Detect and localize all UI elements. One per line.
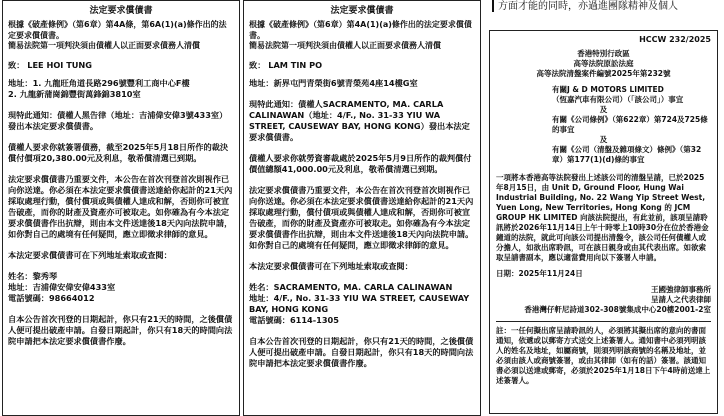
debtor-name: 致： LAM TIN PO [249, 59, 323, 70]
claim-paragraph: 債權人要求你就勞資審裁處於2025年5月9日所作的裁判償付價值總額41,000.00元及利息，敬希償清選已到期。 [249, 152, 472, 174]
debtor-name: 致： LEE HOI TUNG [8, 59, 92, 70]
claim-paragraph: 債權人要求你就簽署債務，截至2025年5月18日所作的裁決償付價項20,380.00元及利息，敬希償清選已到期。 [8, 141, 229, 163]
petition-body: 一項將本香港高等法院發出上述該公司的清盤呈請，已於2025年8月15日，由 Unit D, Ground Floor, Hung Wai Industrial Building, No. 22 Wang Yip Street West, Yuen Long, New Territories, Hong Kong 的 JCM GROUP HK LIMITED 向該法院提出，有此並前，該項呈請聆訊將於2026年11月14日上午十時零上10時30分在位於香港金鐘道的法院，就此可向該公司提出清盤令，該公司任何債權人或分擔人，如欲出席聆訊，可在該日親身或由其代表出席。如欲索取呈請書副本，應以適當費用向以下簽署人申請。 [496, 173, 709, 262]
warning-paragraph: 法定要求償債書乃重要文件，本公告在首次刊登首次則視作已向你送達。你必須在本法定要求償債書送達給你起計的21天內採取處理行動，償付債項或與債權人達成和解，否則你可被宣告破產，而你的財產及資產亦可被取走。如你確為有今本法定要求償債書作出抗辯，則由本文件送達後18天內向法院申請。如你對自己的處境有任何疑問，應立即徵求律師的意見。 [249, 184, 474, 250]
attendance-note: 註：一任何擬出席呈請聆訊的人，必須將其擬出席的意向的書面通知，依遞或以郵寄方式送交上述簽署人。通知書中必須列明該人的姓名及地址，如屬商號，則須列明該商號的名稱及地址，並必須由該人或商號簽署，或由其律師（如有的話）簽署。該通知書必須以送達或郵寄，必須於2025年1月18日下午4時前送達上述簽署人。 [496, 326, 711, 385]
statutory-demand-notice-1 [2, 0, 240, 416]
warning-paragraph: 法定要求償債書乃重要文件，本公告在首次刊登首次則視作已向你送達。你必須在本法定要求償債書送達給你起計的21天內採取處理行動，償付償項或與債權人達成和解，否則你可被宣告破產，而你的財產及資產亦可被取走。如你確為有今本法定要求償債書作出抗辯，則由本文件送達後18天內向法院申請，如你對自己的處境有任何疑問，應立即徵求律師的意見。 [8, 173, 233, 239]
creditor-notice: 現特此通知：債權人SACRAMENTO, MA. CARLA CALINAWAN（地址：4/F., No. 31-33 YIU WA STREET, CAUSEWAY BAY, HONG KONG）發出本法定要求償債書。 [249, 98, 470, 142]
notice-date: 日期：2025年11月24日 [496, 269, 583, 278]
and-separator: 及 [599, 135, 608, 144]
contact-name: 姓名：黎秀琴 [8, 270, 58, 281]
article-snippet [486, 0, 722, 30]
party-ordinance-622: 有關《公司條例》（第622章）第724及725條的事宜 [552, 115, 708, 134]
notice-heading: 根據《破產條例》（第6章）第4A條，第6A(1)(a)條作出的法定要求償債書。 簡易法院第一項判決須由債權人以正面要求債務人清償 [8, 20, 227, 50]
notice-heading: 根據《破產條例》（第6章）第4A(1)(a)條作出的法定要求償債書。 簡易法院第一項判決須由債權人以正面要求債務人清償 [249, 20, 472, 50]
notice-title: 法定要求償債書 [89, 6, 153, 16]
statutory-demand-notice-2 [243, 0, 481, 416]
solicitor-firm: 王國強律師事務所 呈請人之代表律師 香港灣仔軒尼詩道302-308號集成中心20樓2001-2室 [524, 285, 711, 314]
debtor-address: 地址：1. 九龍旺角道長路296號豐利工商中心F樓 2. 九龍新蒲崗錦豐街萬鋒錦3810室 [8, 77, 190, 99]
and-separator: 及 [599, 105, 608, 114]
contact-address: 地址：4/F., No. 31-33 YIU WA STREET, CAUSEWAY BAY, HONG KONG [249, 292, 470, 314]
contact-phone: 電話號碼：6114-1305 [249, 314, 339, 325]
footer-paragraph: 自本公告首次刊登的日期起計，你只有21天的時間，之後償債人便可提出破產申請。自發日期起計，你只有18天的時間向法院申請把本法定要求償債書作廢。 [8, 313, 233, 346]
quote-bar [492, 0, 494, 12]
contact-phone: 電話號碼：98664012 [8, 292, 95, 303]
party-company: 有關J & D MOTORS LIMITED （恆嘉汽車有限公司）（「該公司」）事宜 [552, 85, 684, 104]
court-heading: 香港特別行政區 高等法院原訟法庭 高等法院清盤案件編號2025年第232號 [536, 49, 671, 78]
footer-paragraph: 自本公告首次刊登的日期起計，你只有21天的時間，之後償債人便可提出破產申請。自發日期起計，你只有18天的時間向法院申請把本法定要求償債書作廢。 [249, 335, 474, 368]
obtain-paragraph: 本法定要求償債書可在下列地址索取或查閱： [249, 260, 413, 271]
parties-block [496, 85, 711, 165]
snippet-text: 方面才能的同時，亦過進團隊精神及個人 [498, 1, 678, 12]
creditor-notice: 現特此通知：債權人黑告律（地址：吉浦偉安偉3號433室）發出本法定要求償債書。 [8, 109, 228, 131]
contact-name: 姓名：SACRAMENTO, MA. CARLA CALINAWAN [249, 281, 453, 292]
divider [496, 321, 711, 322]
case-number: HCCW 232/2025 [639, 35, 711, 44]
party-ordinance-32: 有關《公司（清盤及雜項條文）條例》（第32章）第177(1)(d)條的事宜 [552, 145, 702, 164]
debtor-address: 地址：新界屯門青榮街6號青榮苑4座14樓G室 [249, 77, 418, 88]
contact-address: 地址：吉浦偉安偉安偉433室 [8, 281, 116, 292]
obtain-paragraph: 本法定要求償債書可在下列地址索取或查閱： [8, 249, 172, 260]
winding-up-notice [489, 30, 718, 414]
notice-title: 法定要求償債書 [330, 6, 394, 16]
